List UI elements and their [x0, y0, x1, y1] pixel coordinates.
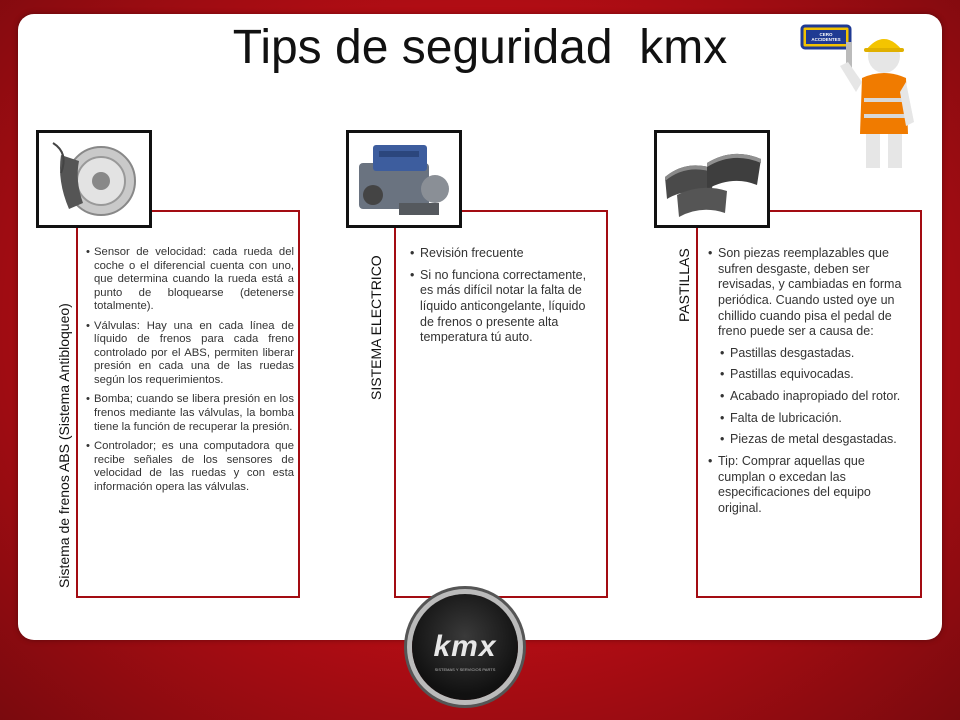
list-item: • Si no funciona correctamente, es más difícil notar la falta de líquido anticongelante, líquido de frenos o presente alta temperatura tú auto.	[410, 267, 587, 345]
list-item: • Válvulas: Hay una en cada línea de líquido de frenos para cada freno controlado por el ABS, permiten liberar presión en cada una de las ruedas según los requerimientos.	[86, 319, 294, 386]
list-item: • Tip: Comprar aquellas que cumplan o excedan las especificaciones del equipo original.	[708, 453, 871, 515]
pads-list	[708, 246, 914, 522]
list-item: • Acabado inapropiado del rotor.	[720, 389, 901, 403]
list-item: • Son piezas reemplazables que sufren desgaste, deben ser revisadas, y cambiadas en forma periódica. Cuando usted oye un chillido cuando pisa el pedal de freno puede ser a causa de:	[708, 246, 902, 339]
list-item: • Sensor de velocidad: cada rueda del coche o el diferencial cuenta con uno, que determina cuando la rueda está a punto de bloquearse (detenerse totalmente).	[86, 246, 294, 313]
list-item: • Pastillas equivocadas.	[720, 367, 854, 382]
list-item: • Controlador; es una computadora que recibe señales de los sensores de velocidad de las ruedas y con esta información opera las válvulas.	[86, 440, 294, 493]
list-item: • Piezas de metal desgastadas.	[720, 432, 897, 447]
pads-panel	[696, 210, 922, 598]
kmx-logo-tagline: SISTEMAS Y SERVICIOS PARTS	[434, 667, 496, 672]
kmx-logo	[412, 594, 518, 700]
abs-panel	[76, 210, 300, 598]
list-item: • Falta de lubricación.	[720, 410, 842, 425]
mascot-sign-text: CERO ACCIDENTES	[811, 32, 841, 42]
safety-mascot	[796, 22, 926, 172]
electrical-panel	[394, 210, 608, 598]
electrical-list	[410, 246, 596, 352]
brake-disc-icon	[36, 130, 152, 228]
list-item: • Revisión frecuente	[410, 246, 524, 260]
engine-icon	[346, 130, 462, 228]
electrical-panel-label: SISTEMA ELECTRICO	[368, 255, 384, 400]
brake-pads-icon	[654, 130, 770, 228]
kmx-logo-text: kmx	[433, 630, 497, 663]
list-item: • Pastillas desgastadas.	[720, 345, 855, 360]
abs-panel-label: Sistema de frenos ABS (Sistema Antibloqueo)	[56, 303, 72, 588]
slide-title: Tips de seguridad kmx	[232, 21, 728, 74]
pads-panel-label: PASTILLAS	[676, 248, 692, 322]
abs-list	[86, 246, 294, 500]
list-item: • Bomba; cuando se libera presión en los frenos mediante las válvulas, la bomba tiene la función de recuperar la presión.	[86, 393, 294, 433]
